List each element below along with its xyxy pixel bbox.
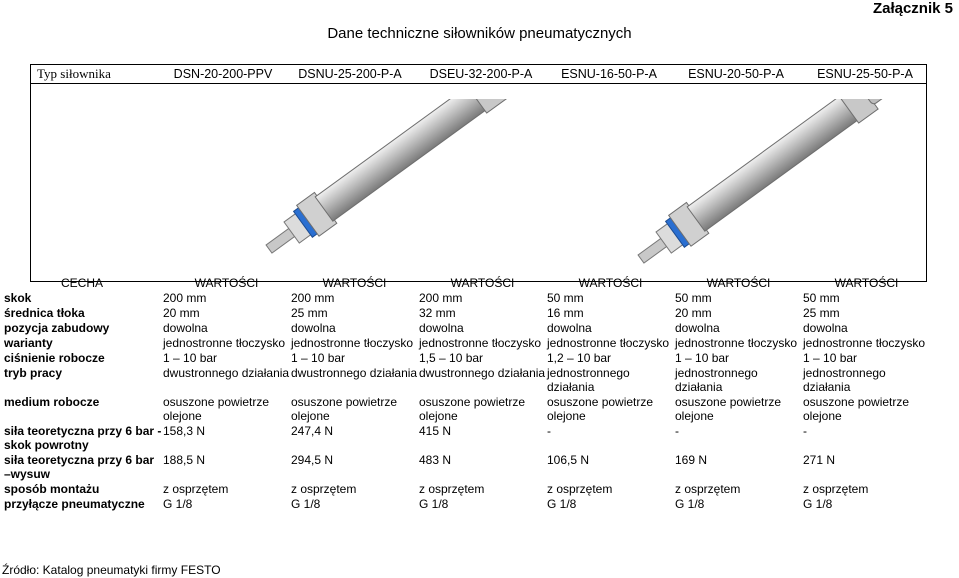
spec-label: warianty <box>4 336 53 350</box>
pneumatic-cylinder-icon <box>221 99 511 279</box>
spec-value: 200 mm <box>163 291 207 305</box>
spec-value: jednostronnego działania <box>547 366 630 394</box>
spec-value: 158,3 N <box>163 424 206 438</box>
spec-value: dowolna <box>291 321 336 335</box>
type-cell: ESNU-20-50-P-A <box>688 67 784 81</box>
pneumatic-cylinder-icon <box>611 99 901 279</box>
spec-row <box>2 424 930 453</box>
spec-value: G 1/8 <box>547 497 577 511</box>
spec-row <box>2 395 930 424</box>
spec-value: - <box>547 424 551 438</box>
spec-value: osuszone powietrze olejone <box>291 395 398 423</box>
spec-label: medium robocze <box>4 395 100 409</box>
spec-value: 247,4 N <box>291 424 334 438</box>
type-row <box>31 65 926 84</box>
spec-value: G 1/8 <box>675 497 705 511</box>
spec-label: skok <box>4 291 32 305</box>
spec-value: G 1/8 <box>803 497 833 511</box>
spec-value: jednostronnego działania <box>675 366 758 394</box>
spec-value: 20 mm <box>163 306 200 320</box>
spec-value: 106,5 N <box>547 453 590 467</box>
spec-value: z osprzętem <box>419 482 485 496</box>
spec-value: 50 mm <box>675 291 712 305</box>
spec-value: 25 mm <box>803 306 840 320</box>
spec-value: jednostronne tłoczysko <box>291 336 414 350</box>
spec-header-cell: WARTOŚCI <box>450 276 515 290</box>
spec-value: 1 – 10 bar <box>803 351 858 365</box>
spec-label: tryb pracy <box>4 366 63 380</box>
attachment-label: Załącznik 5 <box>872 0 953 17</box>
spec-value: jednostronne tłoczysko <box>547 336 670 350</box>
spec-value: - <box>675 424 679 438</box>
spec-value: z osprzętem <box>675 482 741 496</box>
type-cell: DSEU-32-200-P-A <box>429 67 533 81</box>
spec-value: - <box>803 424 807 438</box>
spec-value: 200 mm <box>419 291 463 305</box>
spec-label: siła teoretyczna przy 6 bar –wysuw <box>4 453 155 481</box>
spec-header-cell: WARTOŚCI <box>834 276 899 290</box>
spec-row <box>2 306 930 321</box>
spec-table-body <box>2 276 930 512</box>
spec-label: sposób montażu <box>4 482 100 496</box>
type-cell: DSNU-25-200-P-A <box>298 67 402 81</box>
spec-value: osuszone powietrze olejone <box>419 395 526 423</box>
spec-label: średnica tłoka <box>4 306 85 320</box>
spec-table <box>2 276 930 512</box>
spec-value: dowolna <box>419 321 464 335</box>
spec-value: dwustronnego działania <box>419 366 546 380</box>
spec-value: dwustronnego działania <box>291 366 418 380</box>
spec-value: jednostronnego działania <box>803 366 886 394</box>
spec-value: 32 mm <box>419 306 456 320</box>
spec-value: 271 N <box>803 453 836 467</box>
spec-value: jednostronne tłoczysko <box>803 336 926 350</box>
type-cell: ESNU-25-50-P-A <box>817 67 913 81</box>
spec-header-cell: CECHA <box>60 276 103 290</box>
spec-value: 169 N <box>675 453 708 467</box>
spec-value: G 1/8 <box>291 497 321 511</box>
spec-value: 415 N <box>419 424 452 438</box>
spec-value: 1 – 10 bar <box>291 351 346 365</box>
spec-header-cell: WARTOŚCI <box>706 276 771 290</box>
spec-row <box>2 291 930 306</box>
spec-row <box>2 321 930 336</box>
spec-label: ciśnienie robocze <box>4 351 105 365</box>
spec-row <box>2 366 930 395</box>
spec-value: dowolna <box>547 321 592 335</box>
spec-value: dowolna <box>163 321 208 335</box>
spec-header-cell: WARTOŚCI <box>194 276 259 290</box>
spec-value: osuszone powietrze olejone <box>163 395 270 423</box>
spec-value: jednostronne tłoczysko <box>675 336 798 350</box>
spec-row <box>2 351 930 366</box>
spec-value: 200 mm <box>291 291 335 305</box>
spec-value: 1,5 – 10 bar <box>419 351 484 365</box>
spec-value: 483 N <box>419 453 452 467</box>
spec-value: osuszone powietrze olejone <box>803 395 910 423</box>
spec-value: 1,2 – 10 bar <box>547 351 612 365</box>
source-note: Źródło: Katalog pneumatyki firmy FESTO <box>2 563 221 577</box>
spec-value: 50 mm <box>547 291 584 305</box>
spec-value: 1 – 10 bar <box>163 351 218 365</box>
spec-value: dwustronnego działania <box>163 366 290 380</box>
spec-value: z osprzętem <box>163 482 229 496</box>
spec-value: dowolna <box>803 321 848 335</box>
spec-row <box>2 482 930 497</box>
type-row-label: Typ siłownika <box>37 66 111 81</box>
spec-value: G 1/8 <box>163 497 193 511</box>
spec-row <box>2 336 930 351</box>
spec-value: 20 mm <box>675 306 712 320</box>
type-cell: DSN-20-200-PPV <box>173 67 273 81</box>
spec-label: pozycja zabudowy <box>4 321 110 335</box>
spec-value: dowolna <box>675 321 720 335</box>
spec-value: 188,5 N <box>163 453 206 467</box>
spec-value: 1 – 10 bar <box>675 351 730 365</box>
spec-value: 50 mm <box>803 291 840 305</box>
spec-value: osuszone powietrze olejone <box>675 395 782 423</box>
spec-label: siła teoretyczna przy 6 bar - skok powrotny <box>4 424 162 452</box>
spec-row <box>2 453 930 482</box>
spec-header-cell: WARTOŚCI <box>322 276 387 290</box>
spec-value: G 1/8 <box>419 497 449 511</box>
spec-value: 16 mm <box>547 306 584 320</box>
spec-value: z osprzętem <box>547 482 613 496</box>
cylinder-type-table <box>30 64 927 282</box>
spec-value: jednostronne tłoczysko <box>163 336 286 350</box>
spec-header-row <box>2 276 930 291</box>
spec-row <box>2 497 930 512</box>
type-cell: ESNU-16-50-P-A <box>561 67 657 81</box>
spec-value: osuszone powietrze olejone <box>547 395 654 423</box>
spec-value: 294,5 N <box>291 453 334 467</box>
spec-header-cell: WARTOŚCI <box>578 276 643 290</box>
spec-value: z osprzętem <box>291 482 357 496</box>
document-title: Dane techniczne siłowników pneumatycznych <box>327 25 632 42</box>
spec-label: przyłącze pneumatyczne <box>4 497 145 511</box>
spec-value: z osprzętem <box>803 482 869 496</box>
spec-value: jednostronne tłoczysko <box>419 336 542 350</box>
spec-value: 25 mm <box>291 306 328 320</box>
